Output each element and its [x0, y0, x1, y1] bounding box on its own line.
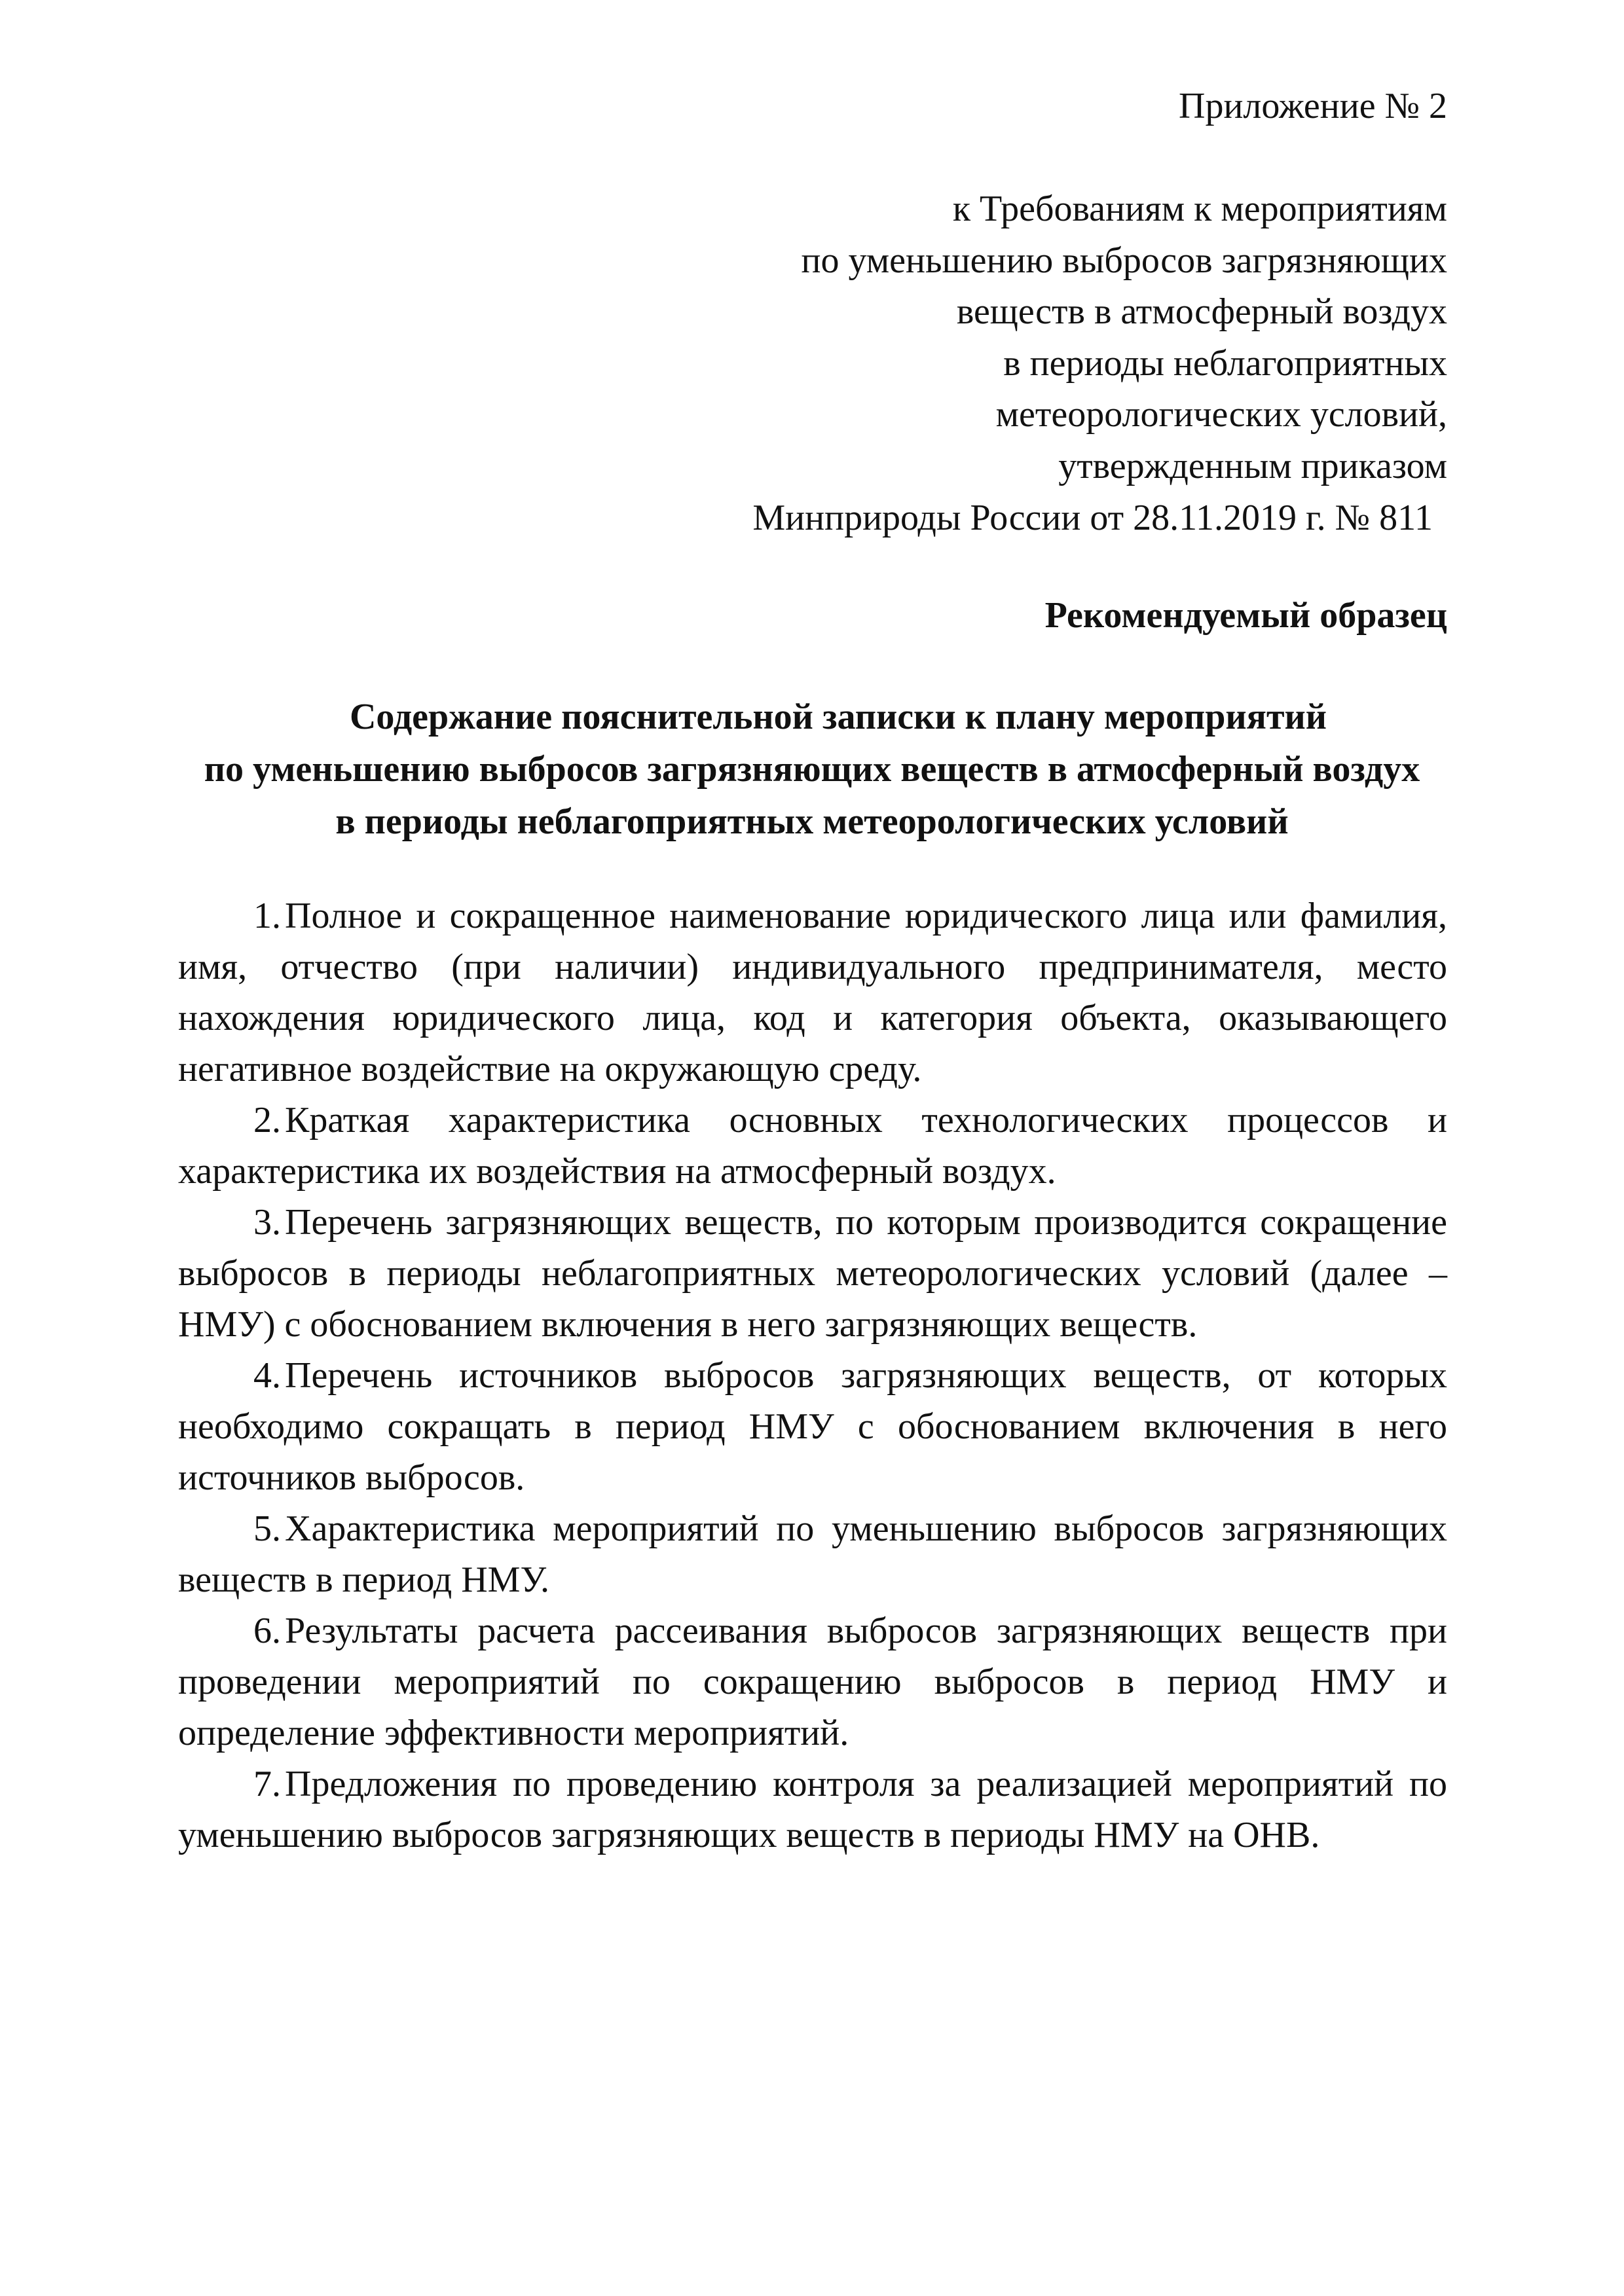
list-item [178, 1095, 1447, 1197]
annex-line: веществ в атмосферный воздух [956, 291, 1447, 333]
annex-line: по уменьшению выбросов загрязняющих [801, 240, 1447, 281]
item-number: 5. [253, 1508, 281, 1549]
list-item [178, 1605, 1447, 1758]
annex-line: метеорологических условий, [995, 394, 1447, 435]
list-item [178, 1758, 1447, 1861]
title-line: в периоды неблагоприятных метеорологических условий [335, 801, 1289, 842]
item-number: 6. [253, 1611, 281, 1651]
annex-line: Минприроды России от 28.11.2019 г. № 811 [752, 497, 1433, 538]
item-text: Предложения по проведению контроля за реализацией мероприятий по уменьшению выбросов загрязняющих веществ в периоды НМУ на ОНВ. [178, 1764, 1447, 1855]
annex-line: в периоды неблагоприятных [1003, 342, 1447, 384]
sample-label: Рекомендуемый образец [1044, 595, 1447, 636]
title-line: по уменьшению выбросов загрязняющих веществ в атмосферный воздух [204, 749, 1420, 790]
list-item [178, 890, 1447, 1095]
list-item [178, 1197, 1447, 1350]
item-text: Результаты расчета рассеивания выбросов загрязняющих веществ при проведении мероприятий по сокращению выбросов в период НМУ и определение эффективности мероприятий. [178, 1611, 1447, 1753]
item-number: 4. [253, 1355, 281, 1396]
annex-reference [530, 183, 1447, 543]
item-number: 1. [253, 896, 281, 936]
item-text: Краткая характеристика основных технологических процессов и характеристика их воздействия на атмосферный воздух. [178, 1100, 1447, 1192]
annex-line: к Требованиям к мероприятиям [952, 189, 1447, 229]
item-text: Полное и сокращенное наименование юридического лица или фамилия, имя, отчество (при наличии) индивидуального предпринимателя, место нахождения юридического лица, код и категория объекта, оказывающего негативное воздействие на окружающую среду. [178, 896, 1447, 1089]
list-item [178, 1503, 1447, 1605]
annex-line: утвержденным приказом [1058, 445, 1447, 486]
item-text: Перечень источников выбросов загрязняющих веществ, от которых необходимо сокращать в период НМУ с обоснованием включения в него источников выбросов. [178, 1355, 1447, 1498]
document-title [177, 691, 1447, 848]
item-number: 2. [253, 1100, 281, 1140]
title-line: Содержание пояснительной записки к плану мероприятий [349, 697, 1327, 737]
list-item [178, 1350, 1447, 1503]
item-number: 7. [253, 1764, 281, 1804]
item-text: Характеристика мероприятий по уменьшению выбросов загрязняющих веществ в период НМУ. [178, 1508, 1447, 1600]
content-list [178, 890, 1447, 1861]
annex-number: Приложение № 2 [1179, 86, 1447, 126]
item-number: 3. [253, 1202, 281, 1243]
item-text: Перечень загрязняющих веществ, по которым производится сокращение выбросов в периоды неблагоприятных метеорологических условий (далее – НМУ) с обоснованием включения в него загрязняющих веществ. [178, 1202, 1447, 1345]
